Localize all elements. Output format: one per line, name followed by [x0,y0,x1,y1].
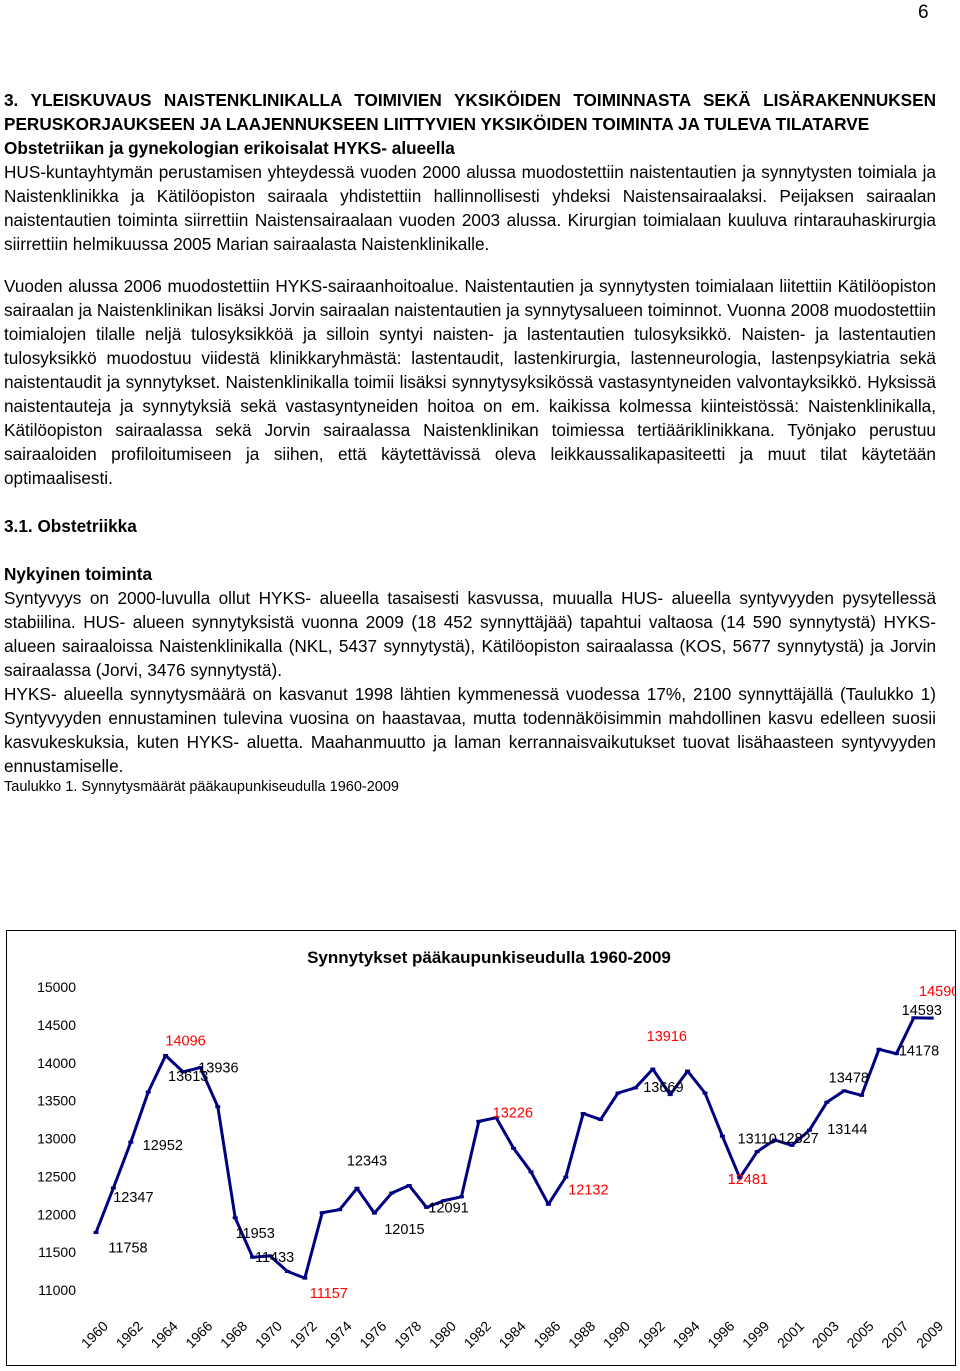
data-label: 11758 [108,1240,148,1257]
data-point [546,1203,551,1206]
paragraph-birth-growth: HYKS- alueella synnytysmäärä on kasvanut 1998 lähtien kymmenessä vuodessa 17%, 2100 synnyttäjällä (Taulukko 1) Syntyvyyden ennustaminen tulevina vuosina on haastavaa, mutta todennäköisimmin mahdollinen kasvu edelleen suosii kasvukeskuksia, kuten HYKS- aluetta. Maahanmuutto ja laman kerrannaisvaikutukset tuovat lisähaasteen syntyvyyden ennustamiselle. [4,684,936,776]
section-title: 3. YLEISKUVAUS NAISTENKLINIKALLA TOIMIVIEN YKSIKÖIDEN TOIMINNASTA SEKÄ LISÄRAKENNUKSEN PERUSKORJAUKSEEN JA LAAJENNUKSEEN LIITTYVIEN YKSIKÖIDEN TOIMINTA JA TULEVA TILATARVE [4,90,936,134]
y-tick-label: 11000 [38,1282,76,1298]
x-tick-label: 1974 [321,1317,355,1352]
data-point [285,1270,290,1273]
paragraph-birth-rate: Syntyvyys on 2000-luvulla ollut HYKS- alueella tasaisesti kasvussa, muualla HUS- alueella syntyvyyden pysytellessä stabiilina. HUS- alueen synnytyksistä vuonna 2009 (18 452 synnyttäjää) tapahtui valtaosa (14 590 synnytystä) HYKS- alueen sairaaloissa Naistenklinikalla (NKL, 5437 synnytystä), Kätilöopiston sairaalassa (KOS, 5677 synnytystä) ja Jorvin sairaalassa (Jorvi, 3476 synnytystä). [4,588,936,680]
data-label: 13613 [168,1069,209,1086]
data-point [407,1184,412,1187]
data-point [355,1187,360,1190]
x-tick-label: 1984 [495,1317,529,1352]
data-label: 14590 [919,984,956,1001]
x-tick-label: 1972 [286,1317,320,1352]
y-tick-label: 12500 [37,1168,76,1185]
x-tick-label: 1976 [356,1317,390,1352]
x-tick-label: 1968 [216,1317,251,1352]
data-point [824,1101,829,1104]
data-point [476,1120,481,1123]
data-label: 12343 [346,1153,388,1170]
data-point [720,1135,725,1138]
subsection-title-obstetrics: 3.1. Obstetriikka [4,516,137,536]
x-tick-label: 1986 [530,1317,564,1352]
data-point [459,1195,464,1198]
data-label: 11953 [235,1225,275,1242]
x-tick-label: 1970 [251,1317,286,1352]
data-point [703,1092,708,1095]
data-label: 13144 [827,1122,868,1139]
data-point [859,1094,864,1097]
x-tick-label: 1992 [634,1317,668,1352]
x-tick-label: 1962 [112,1317,146,1352]
data-label: 13478 [828,1070,869,1087]
x-tick-label: 2007 [878,1317,912,1352]
y-axis-ticks [37,979,76,1298]
data-label: 13669 [643,1079,684,1096]
data-point [650,1068,655,1071]
data-point [842,1089,847,1092]
x-tick-label: 1982 [460,1317,494,1352]
data-label: 13936 [198,1060,239,1077]
document-body [4,88,936,796]
data-label: 14096 [165,1033,206,1050]
y-tick-label: 13000 [37,1130,76,1147]
data-point [685,1070,690,1073]
data-point [337,1208,342,1211]
births-chart-svg [6,930,956,1366]
x-tick-label: 1966 [182,1317,216,1352]
x-tick-label: 1999 [738,1317,773,1352]
x-tick-label: 1990 [599,1317,634,1352]
data-label: 12015 [384,1222,425,1239]
births-chart [6,930,956,1371]
table-caption: Taulukko 1. Synnytysmäärät pääkaupunkiseudulla 1960-2009 [4,779,399,795]
y-tick-label: 13500 [37,1092,76,1109]
paragraph-hyks-area: Vuoden alussa 2006 muodostettiin HYKS-sairaanhoitoalue. Naistentautien ja synnytysten toimialaan liitettiin Kätilöopiston sairaalan ja Naistenklinikan lisäksi Jorvin sairaalan naistentautien ja synnytysalueen toiminnot. Vuonna 2008 muodostettiin toimialojen tilalle neljä tulosyksikköä ja silloin syntyi naisten- ja lastentautien tulosyksikkö. Naisten- ja lastentautien tulosyksikkö muodostuu viidestä klinikkaryhmästä: lastentaudit, lastenkirurgia, lastenneurologia, lastenpsykiatria sekä naistentaudit ja synnytykset. Naistenklinikalla toimii lisäksi synnytysyksikössä vastasyntyneiden valvontayksikkö. Hyksissä naistentauteja ja synnytyksiä sekä vastasyntyneiden hoitoa on em. kaikissa kolmessa kiinteistössä: Naistenklinikalla, Kätilöopiston sairaalassa sekä Jorvin sairaalassa Naistenklinikan toimiessa tertiääriklinikkana. Työnjako perustuu sairaaloiden profiloitumiseen ja siihen, että käytettävissä oleva leikkaussalikapasiteetti ja muut tilat käytetään optimaalisesti. [4,276,936,488]
data-label: 12347 [113,1189,154,1206]
data-point [616,1092,621,1095]
data-point [146,1091,151,1094]
data-point [128,1141,133,1144]
data-point [598,1118,603,1121]
paragraph-hus-founding: HUS-kuntayhtymän perustamisen yhteydessä vuoden 2000 alussa muodostettiin naistentautien ja synnytysten toimiala ja Naistenklinikka ja Kätilöopiston sairaala yhdistettiin hallinnollisesti yhdeksi Naistensairaalaksi. Peijaksen sairaalan naistentautien toiminta siirrettiin Naistensairaalaan vuoden 2003 alussa. Kirurgian toimialaan kuuluva rintarauhaskirurgia siirrettiin helmikuussa 2005 Marian sairaalasta Naistenklinikalle. [4,162,936,254]
data-point [389,1192,394,1195]
data-point [563,1176,568,1179]
data-label: 11433 [254,1250,295,1267]
x-tick-label: 2001 [773,1317,808,1352]
data-label: 12827 [778,1131,819,1148]
x-tick-label: 1996 [704,1317,738,1352]
data-point [633,1086,638,1089]
data-point [302,1277,307,1280]
data-label: 14593 [901,1002,942,1019]
chart-title: Synnytykset pääkaupunkiseudulla 1960-2009 [307,948,671,967]
data-point [511,1147,516,1150]
y-tick-label: 14000 [37,1054,76,1071]
data-point [877,1048,882,1051]
x-tick-label: 1980 [425,1317,460,1352]
data-point [320,1211,325,1214]
data-point [233,1216,238,1219]
data-label: 13226 [492,1105,533,1122]
data-point [163,1054,168,1057]
data-label: 12481 [727,1171,768,1188]
x-tick-label: 2005 [843,1317,877,1352]
x-tick-label: 2009 [912,1317,947,1352]
y-tick-label: 14500 [37,1016,76,1033]
data-label: 13916 [646,1029,687,1046]
data-label: 11157 [309,1286,348,1303]
data-point [581,1112,586,1115]
y-tick-label: 11500 [38,1244,76,1261]
subsection-title-current-operations: Nykyinen toiminta [4,564,153,584]
subsection-title-obstetrics-gynecology: Obstetriikan ja gynekologian erikoisalat HYKS- alueella [4,138,455,158]
data-point [372,1212,377,1215]
data-point [94,1231,99,1234]
x-tick-label: 1988 [564,1317,599,1352]
x-tick-label: 1960 [77,1317,112,1352]
x-tick-label: 2003 [808,1317,842,1352]
data-point [529,1170,534,1173]
page-number: 6 [918,2,929,23]
x-tick-label: 1964 [147,1317,181,1352]
y-tick-label: 12000 [37,1206,76,1223]
data-label: 14178 [898,1043,940,1060]
data-label: 12091 [428,1200,469,1217]
x-tick-label: 1994 [669,1317,703,1352]
data-label: 12952 [142,1138,183,1155]
data-label: 12132 [568,1182,609,1199]
x-tick-label: 1978 [390,1317,425,1352]
data-point [755,1150,760,1153]
data-label: 13110 [737,1131,777,1148]
y-tick-label: 15000 [37,979,76,995]
data-point [215,1105,220,1108]
